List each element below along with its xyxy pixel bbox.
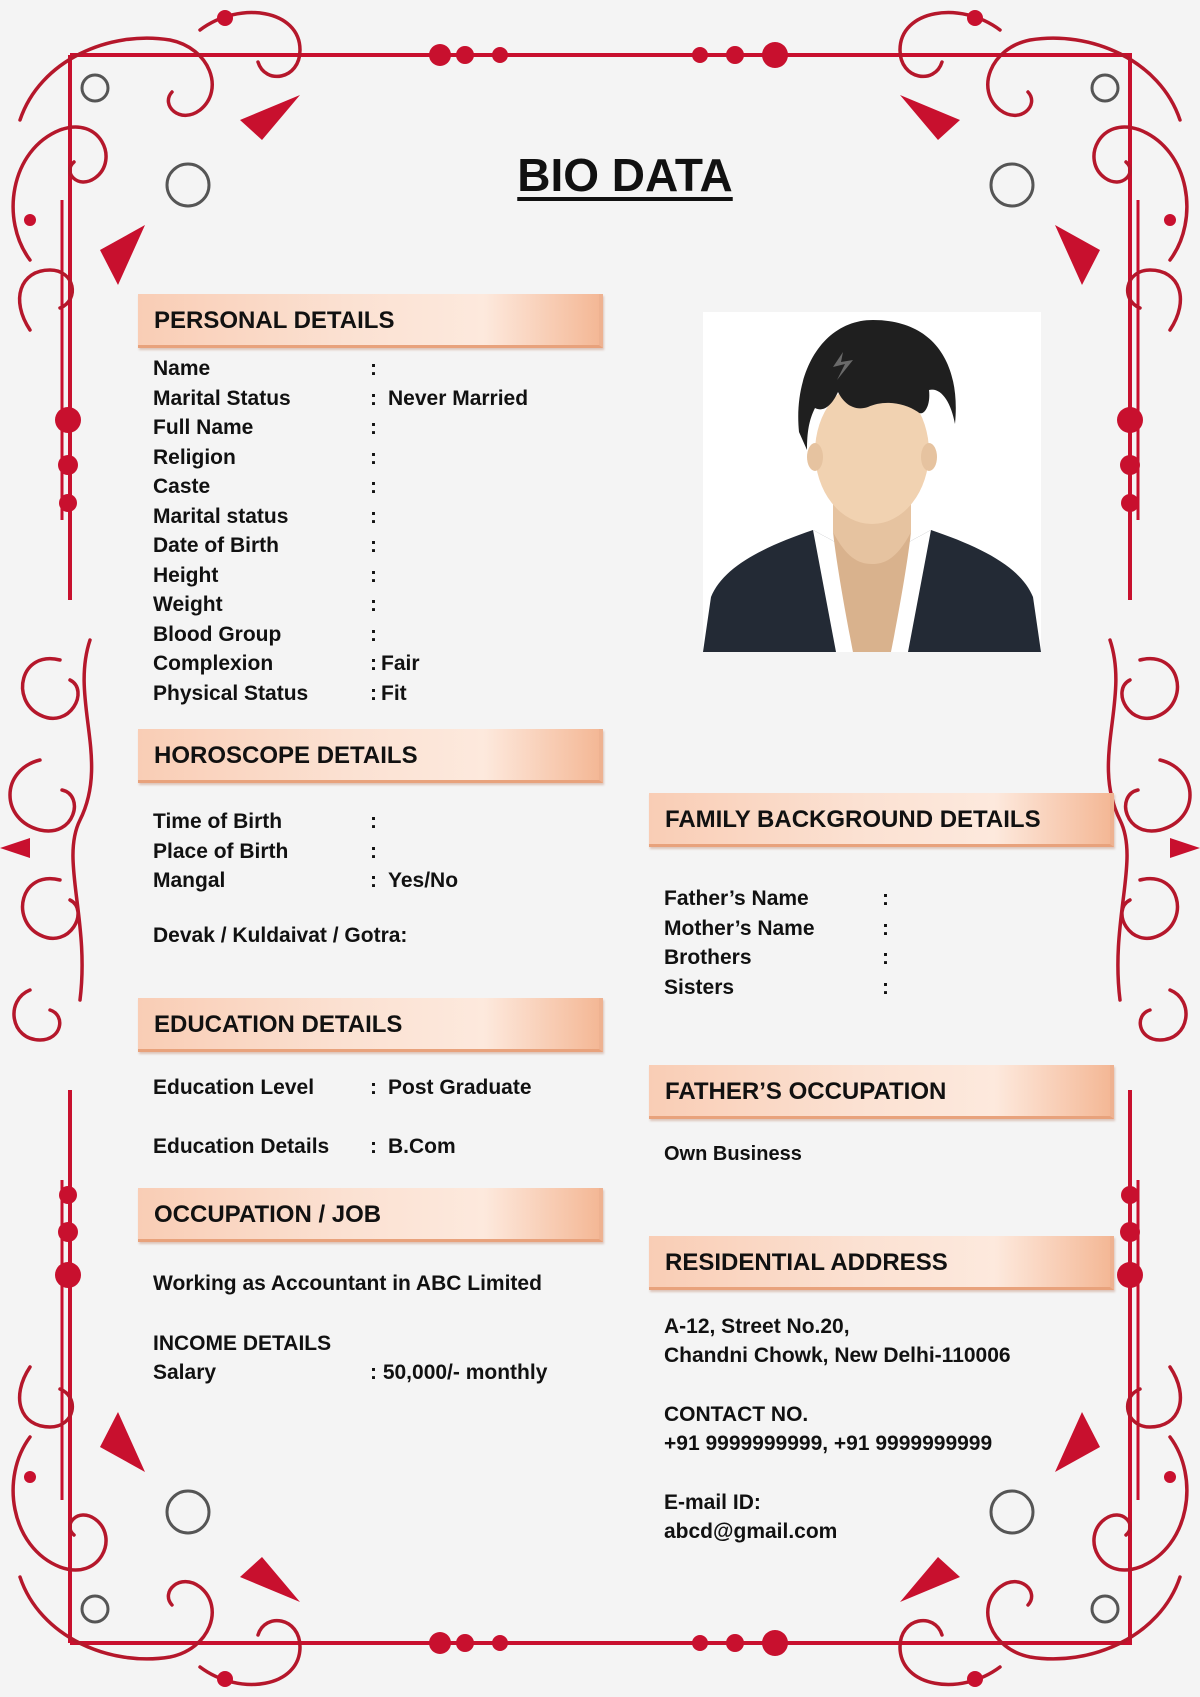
- field-label: Blood Group: [153, 622, 282, 646]
- field-separator: :: [370, 357, 377, 380]
- field-label: Date of Birth: [153, 534, 279, 557]
- field-label: Marital Status: [153, 386, 291, 410]
- family-detail-row: [664, 943, 1084, 973]
- field-separator: :: [370, 593, 377, 616]
- field-label: Full Name: [153, 416, 254, 439]
- field-separator: :: [370, 386, 377, 410]
- field-separator: :: [370, 563, 377, 587]
- family-detail-row: [664, 973, 1084, 1003]
- field-value: Fit: [381, 681, 407, 705]
- contact-heading: CONTACT NO.: [664, 1403, 809, 1426]
- field-separator: :: [370, 534, 377, 557]
- personal-detail-row: [153, 413, 573, 443]
- income-details-heading: INCOME DETAILS: [153, 1332, 332, 1355]
- field-label: Education Details: [153, 1135, 330, 1158]
- field-label: Education Level: [153, 1076, 315, 1099]
- field-value: Yes/No: [388, 869, 459, 892]
- field-separator: :: [370, 622, 377, 646]
- residential-address-heading: RESIDENTIAL ADDRESS: [649, 1236, 1114, 1290]
- field-separator: :: [882, 975, 889, 999]
- personal-detail-row: [153, 590, 573, 620]
- personal-detail-row: [153, 679, 573, 709]
- personal-detail-row: [153, 443, 573, 473]
- education-details-heading: EDUCATION DETAILS: [138, 998, 603, 1052]
- field-separator: :: [370, 504, 377, 528]
- horoscope-detail-row: [153, 807, 573, 837]
- field-value: Post Graduate: [388, 1076, 532, 1099]
- email-heading: E-mail ID:: [664, 1491, 761, 1514]
- field-label: Father’s Name: [664, 887, 809, 910]
- field-value: Never Married: [388, 386, 529, 410]
- field-separator: :: [882, 916, 889, 940]
- field-label: Mangal: [153, 869, 226, 892]
- field-separator: :: [370, 839, 377, 863]
- field-label: Place of Birth: [153, 839, 289, 863]
- field-label: Complexion: [153, 652, 274, 675]
- horoscope-detail-row: [153, 837, 573, 867]
- field-label: Name: [153, 357, 211, 380]
- field-value: Fair: [381, 652, 420, 675]
- field-separator: :: [370, 1135, 377, 1158]
- field-separator: :: [370, 445, 377, 469]
- field-separator: :: [882, 887, 889, 910]
- family-background-heading: FAMILY BACKGROUND DETAILS: [649, 793, 1114, 847]
- email-value: abcd@gmail.com: [664, 1520, 838, 1543]
- field-label: Mother’s Name: [664, 916, 815, 940]
- family-detail-row: [664, 884, 1084, 914]
- field-separator: :: [370, 681, 377, 705]
- personal-detail-row: [153, 531, 573, 561]
- field-separator: :: [370, 416, 377, 439]
- field-label: Weight: [153, 593, 223, 616]
- occupation-heading: OCCUPATION / JOB: [138, 1188, 603, 1242]
- personal-detail-row: [153, 561, 573, 591]
- personal-detail-row: [153, 354, 573, 384]
- education-detail-row: [153, 1132, 573, 1162]
- horoscope-details-heading: HOROSCOPE DETAILS: [138, 729, 603, 783]
- field-label: Religion: [153, 445, 236, 469]
- address-line-2: Chandni Chowk, New Delhi-110006: [664, 1344, 1011, 1367]
- field-label: Height: [153, 563, 219, 587]
- gotra-label: Devak / Kuldaivat / Gotra:: [153, 924, 408, 947]
- father-occupation-heading: FATHER’S OCCUPATION: [649, 1065, 1114, 1119]
- personal-details-heading: PERSONAL DETAILS: [138, 294, 603, 348]
- contact-value: +91 9999999999, +91 9999999999: [664, 1432, 993, 1455]
- father-occupation-text: Own Business: [664, 1143, 802, 1165]
- salary-label: Salary: [153, 1361, 217, 1384]
- horoscope-detail-row: [153, 866, 573, 896]
- field-label: Marital status: [153, 504, 289, 528]
- occupation-text: Working as Accountant in ABC Limited: [153, 1272, 542, 1295]
- person-avatar-icon: [703, 312, 1041, 652]
- personal-detail-row: [153, 472, 573, 502]
- personal-detail-row: [153, 649, 573, 679]
- personal-detail-row: [153, 620, 573, 650]
- field-separator: :: [370, 652, 377, 675]
- field-separator: :: [882, 946, 889, 969]
- profile-photo: [703, 312, 1041, 652]
- field-label: Time of Birth: [153, 810, 283, 833]
- personal-detail-row: [153, 502, 573, 532]
- education-detail-row: [153, 1073, 573, 1103]
- field-label: Caste: [153, 475, 211, 498]
- personal-detail-row: [153, 384, 573, 414]
- address-line-1: A-12, Street No.20,: [664, 1315, 850, 1338]
- field-separator: :: [370, 810, 377, 833]
- page-title: BIO DATA: [517, 149, 733, 201]
- field-separator: :: [370, 869, 377, 892]
- field-label: Sisters: [664, 975, 735, 999]
- salary-value: : 50,000/- monthly: [370, 1361, 548, 1384]
- field-label: Brothers: [664, 946, 752, 969]
- field-value: B.Com: [388, 1135, 456, 1158]
- field-label: Physical Status: [153, 681, 309, 705]
- family-detail-row: [664, 914, 1084, 944]
- field-separator: :: [370, 475, 377, 498]
- field-separator: :: [370, 1076, 377, 1099]
